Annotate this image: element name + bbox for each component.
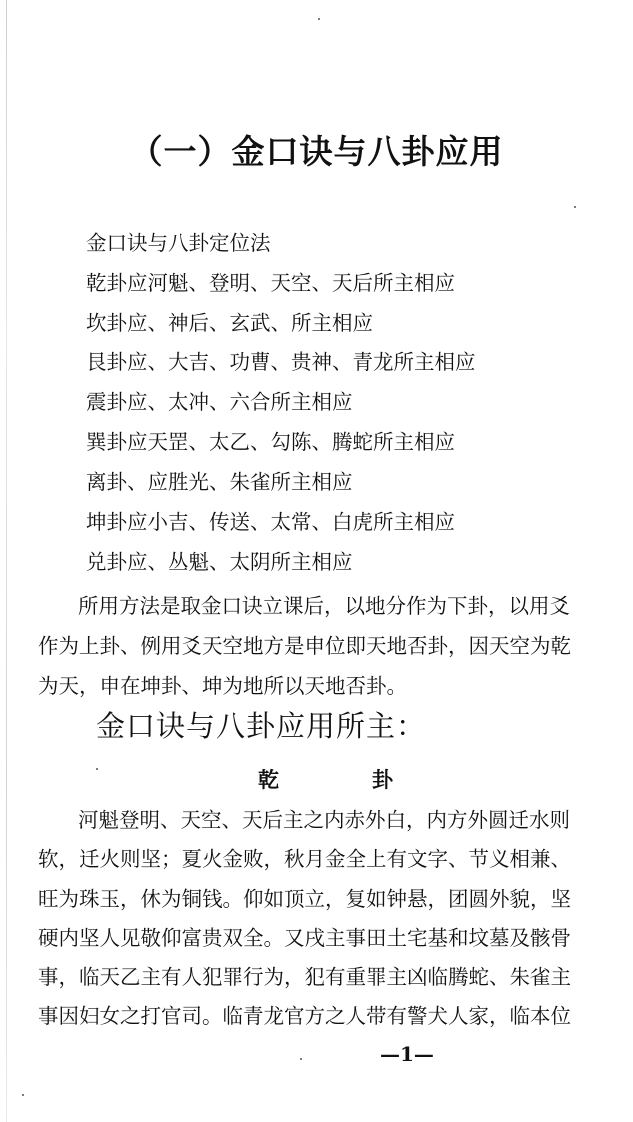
- scan-speck: [22, 1094, 24, 1096]
- body-paragraph-line: 软，迁火则坚；夏火金败，秋月金全上有文字、节义相兼、: [38, 847, 571, 871]
- method-paragraph-line: 所用方法是取金口诀立课后，以地分作为下卦，以用爻: [78, 594, 570, 618]
- scan-speck: [300, 1058, 302, 1060]
- body-paragraph-line: 旺为珠玉，休为铜钱。仰如顶立，复如钟悬，团圆外貌，坚: [38, 887, 571, 911]
- body-paragraph-line: 河魁登明、天空、天后主之内赤外白，内方外圆迁水则: [78, 808, 570, 832]
- scan-speck: [318, 18, 320, 20]
- method-paragraph-line: 为天，申在坤卦、坤为地所以天地否卦。: [38, 674, 407, 698]
- list-item: 坤卦应小吉、传送、太常、白虎所主相应: [86, 510, 455, 534]
- list-item: 震卦应、太冲、六合所主相应: [86, 390, 353, 414]
- list-item: 巽卦应天罡、太乙、勾陈、腾蛇所主相应: [86, 430, 455, 454]
- list-item: 离卦、应胜光、朱雀所主相应: [86, 470, 353, 494]
- sub-heading-right: 卦: [372, 768, 393, 792]
- list-item: 兑卦应、丛魁、太阴所主相应: [86, 550, 353, 574]
- list-item: 乾卦应河魁、登明、天空、天后所主相应: [86, 271, 455, 295]
- scan-speck: [96, 768, 98, 770]
- body-paragraph-line: 硬内坚人见敬仰富贵双全。又戌主事田土宅基和坟墓及骸骨: [38, 926, 571, 950]
- method-paragraph-line: 作为上卦、例用爻天空地方是申位即天地否卦，因天空为乾: [38, 634, 571, 658]
- list-item: 坎卦应、神后、玄武、所主相应: [86, 311, 373, 335]
- scan-speck: [574, 206, 576, 208]
- body-paragraph-line: 事，临天乙主有人犯罪行为，犯有重罪主凶临腾蛇、朱雀主: [38, 965, 571, 989]
- page-number: —1—: [380, 1042, 434, 1066]
- chapter-title: （一）金口诀与八卦应用: [129, 132, 504, 171]
- body-paragraph-line: 事因妇女之打官司。临青龙官方之人带有警犬人家，临本位: [38, 1004, 571, 1028]
- list-heading: 金口诀与八卦定位法: [86, 231, 271, 255]
- list-item: 艮卦应、大吉、功曹、贵神、青龙所主相应: [86, 350, 476, 374]
- sub-heading-left: 乾: [258, 768, 279, 792]
- section-title: 金口诀与八卦应用所主：: [96, 709, 427, 743]
